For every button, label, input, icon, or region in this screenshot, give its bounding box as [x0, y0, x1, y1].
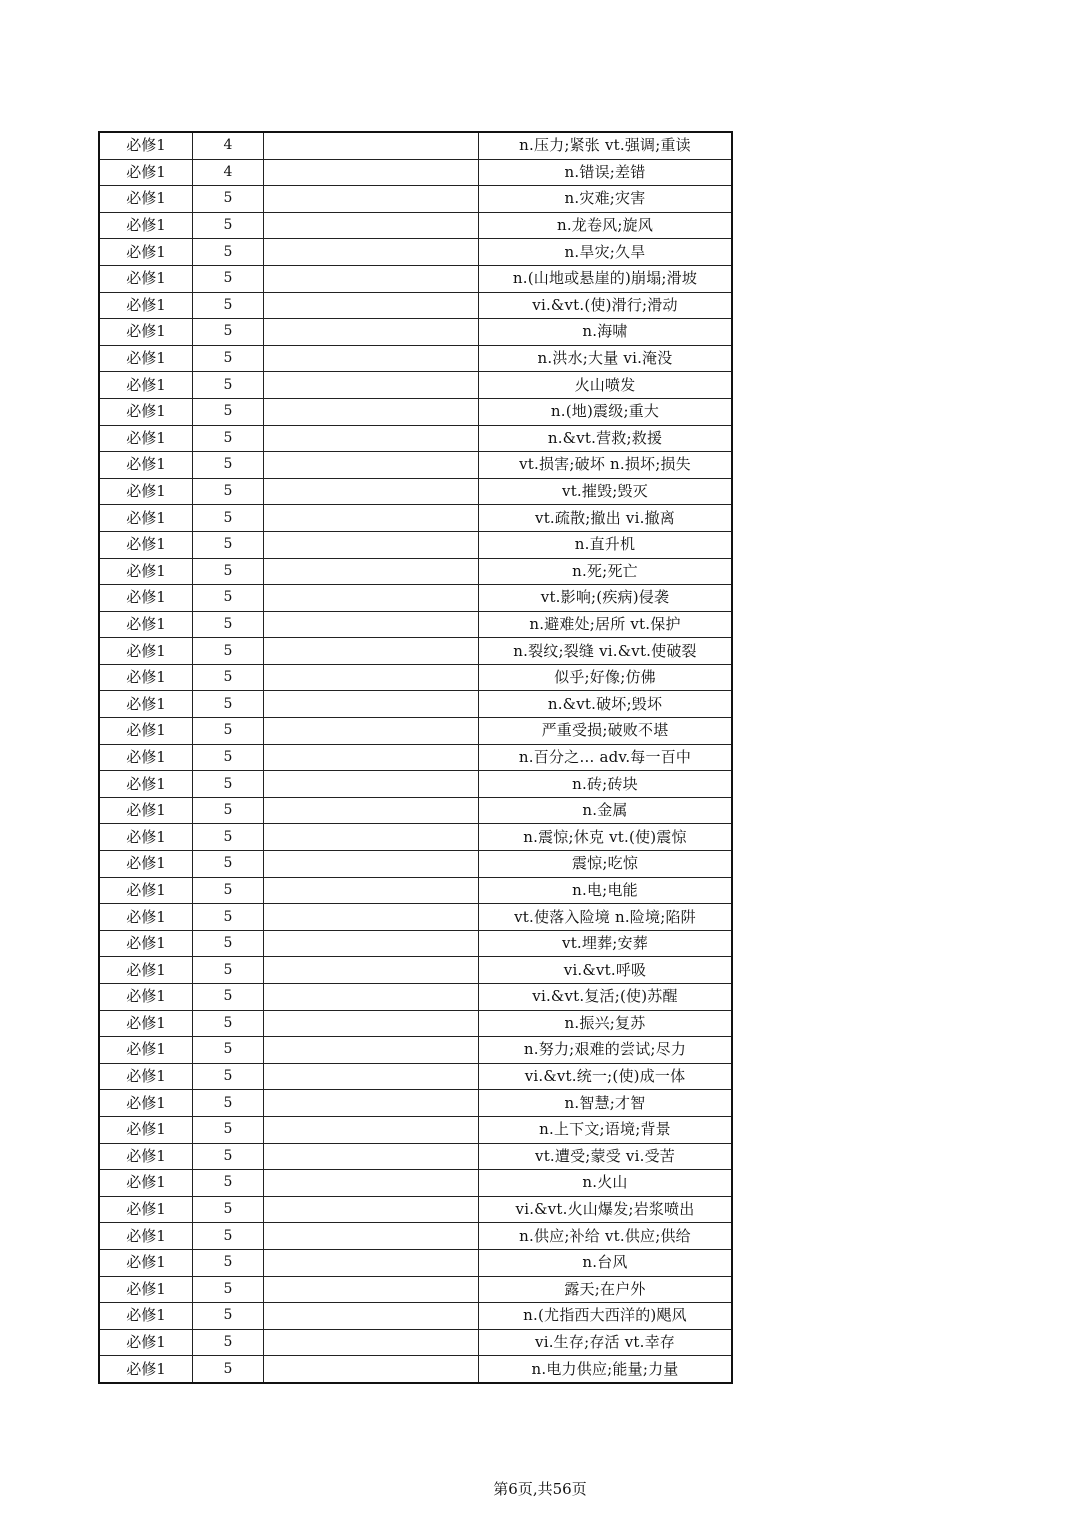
unit-cell: 5	[193, 319, 264, 346]
table-row	[99, 1037, 732, 1064]
word-cell	[264, 718, 479, 745]
table-row	[99, 1143, 732, 1170]
module-cell: 必修1	[99, 372, 193, 399]
table-row	[99, 718, 732, 745]
meaning-cell: 似乎;好像;仿佛	[479, 664, 733, 691]
word-cell	[264, 425, 479, 452]
unit-cell: 5	[193, 1356, 264, 1383]
module-cell: 必修1	[99, 265, 193, 292]
module-cell: 必修1	[99, 1116, 193, 1143]
meaning-cell: n.台风	[479, 1249, 733, 1276]
unit-cell: 5	[193, 345, 264, 372]
table-row	[99, 1090, 732, 1117]
table-row	[99, 664, 732, 691]
module-cell: 必修1	[99, 132, 193, 159]
meaning-cell: n.&vt.破坏;毁坏	[479, 691, 733, 718]
meaning-cell: n.避难处;居所 vt.保护	[479, 611, 733, 638]
meaning-cell: n.努力;艰难的尝试;尽力	[479, 1037, 733, 1064]
meaning-cell: vt.摧毁;毁灭	[479, 478, 733, 505]
table-row	[99, 957, 732, 984]
table-row	[99, 292, 732, 319]
module-cell: 必修1	[99, 904, 193, 931]
word-cell	[264, 292, 479, 319]
module-cell: 必修1	[99, 585, 193, 612]
word-cell	[264, 664, 479, 691]
word-cell	[264, 585, 479, 612]
module-cell: 必修1	[99, 1196, 193, 1223]
table-row	[99, 478, 732, 505]
meaning-cell: n.金属	[479, 797, 733, 824]
table-row	[99, 638, 732, 665]
meaning-cell: n.洪水;大量 vi.淹没	[479, 345, 733, 372]
word-cell	[264, 132, 479, 159]
module-cell: 必修1	[99, 505, 193, 532]
unit-cell: 5	[193, 691, 264, 718]
meaning-cell: vt.损害;破坏 n.损坏;损失	[479, 452, 733, 479]
meaning-cell: n.震惊;休克 vt.(使)震惊	[479, 824, 733, 851]
unit-cell: 5	[193, 425, 264, 452]
vocabulary-table-body	[99, 132, 732, 1383]
table-row	[99, 398, 732, 425]
module-cell: 必修1	[99, 186, 193, 213]
meaning-cell: vt.埋葬;安葬	[479, 930, 733, 957]
unit-cell: 5	[193, 957, 264, 984]
table-row	[99, 531, 732, 558]
meaning-cell: n.&vt.营救;救援	[479, 425, 733, 452]
meaning-cell: vi.&vt.(使)滑行;滑动	[479, 292, 733, 319]
word-cell	[264, 904, 479, 931]
table-row	[99, 1196, 732, 1223]
table-row	[99, 1249, 732, 1276]
unit-cell: 5	[193, 478, 264, 505]
unit-cell: 5	[193, 1010, 264, 1037]
module-cell: 必修1	[99, 1303, 193, 1330]
page-number: 第6页,共56页	[493, 1480, 587, 1498]
meaning-cell: n.海啸	[479, 319, 733, 346]
module-cell: 必修1	[99, 239, 193, 266]
meaning-cell: vt.影响;(疾病)侵袭	[479, 585, 733, 612]
table-row	[99, 611, 732, 638]
table-row	[99, 851, 732, 878]
unit-cell: 5	[193, 611, 264, 638]
module-cell: 必修1	[99, 1037, 193, 1064]
word-cell	[264, 345, 479, 372]
word-cell	[264, 1223, 479, 1250]
meaning-cell: n.智慧;才智	[479, 1090, 733, 1117]
module-cell: 必修1	[99, 1356, 193, 1383]
word-cell	[264, 159, 479, 186]
meaning-cell: 火山喷发	[479, 372, 733, 399]
unit-cell: 5	[193, 372, 264, 399]
unit-cell: 5	[193, 452, 264, 479]
table-row	[99, 691, 732, 718]
meaning-cell: vt.使落入险境 n.险境;陷阱	[479, 904, 733, 931]
table-row	[99, 1170, 732, 1197]
unit-cell: 5	[193, 824, 264, 851]
meaning-cell: n.旱灾;久旱	[479, 239, 733, 266]
module-cell: 必修1	[99, 292, 193, 319]
word-cell	[264, 1196, 479, 1223]
unit-cell: 5	[193, 1090, 264, 1117]
meaning-cell: n.错误;差错	[479, 159, 733, 186]
meaning-cell: n.灾难;灾害	[479, 186, 733, 213]
meaning-cell: n.砖;砖块	[479, 771, 733, 798]
unit-cell: 4	[193, 132, 264, 159]
word-cell	[264, 930, 479, 957]
table-row	[99, 265, 732, 292]
module-cell: 必修1	[99, 638, 193, 665]
unit-cell: 5	[193, 904, 264, 931]
word-cell	[264, 531, 479, 558]
word-cell	[264, 212, 479, 239]
meaning-cell: n.(地)震级;重大	[479, 398, 733, 425]
module-cell: 必修1	[99, 877, 193, 904]
meaning-cell: n.压力;紧张 vt.强调;重读	[479, 132, 733, 159]
word-cell	[264, 452, 479, 479]
table-row	[99, 930, 732, 957]
module-cell: 必修1	[99, 691, 193, 718]
word-cell	[264, 1037, 479, 1064]
word-cell	[264, 1303, 479, 1330]
meaning-cell: n.振兴;复苏	[479, 1010, 733, 1037]
table-row	[99, 904, 732, 931]
module-cell: 必修1	[99, 957, 193, 984]
table-row	[99, 1356, 732, 1383]
word-cell	[264, 398, 479, 425]
word-cell	[264, 877, 479, 904]
module-cell: 必修1	[99, 1329, 193, 1356]
module-cell: 必修1	[99, 425, 193, 452]
module-cell: 必修1	[99, 1170, 193, 1197]
word-cell	[264, 1170, 479, 1197]
word-cell	[264, 638, 479, 665]
table-row	[99, 1303, 732, 1330]
table-row	[99, 1276, 732, 1303]
meaning-cell: n.供应;补给 vt.供应;供给	[479, 1223, 733, 1250]
meaning-cell: n.裂纹;裂缝 vi.&vt.使破裂	[479, 638, 733, 665]
word-cell	[264, 851, 479, 878]
module-cell: 必修1	[99, 345, 193, 372]
table-row	[99, 452, 732, 479]
module-cell: 必修1	[99, 478, 193, 505]
meaning-cell: n.电;电能	[479, 877, 733, 904]
unit-cell: 5	[193, 239, 264, 266]
word-cell	[264, 319, 479, 346]
unit-cell: 5	[193, 1329, 264, 1356]
module-cell: 必修1	[99, 1143, 193, 1170]
meaning-cell: n.直升机	[479, 531, 733, 558]
unit-cell: 5	[193, 771, 264, 798]
table-row	[99, 319, 732, 346]
meaning-cell: 露天;在户外	[479, 1276, 733, 1303]
table-row	[99, 212, 732, 239]
module-cell: 必修1	[99, 558, 193, 585]
meaning-cell: vi.&vt.火山爆发;岩浆喷出	[479, 1196, 733, 1223]
word-cell	[264, 984, 479, 1011]
unit-cell: 5	[193, 585, 264, 612]
table-row	[99, 1223, 732, 1250]
unit-cell: 5	[193, 531, 264, 558]
unit-cell: 5	[193, 1037, 264, 1064]
module-cell: 必修1	[99, 824, 193, 851]
unit-cell: 5	[193, 1143, 264, 1170]
word-cell	[264, 372, 479, 399]
table-row	[99, 345, 732, 372]
module-cell: 必修1	[99, 611, 193, 638]
unit-cell: 5	[193, 718, 264, 745]
vocabulary-table	[98, 131, 733, 1384]
meaning-cell: n.(山地或悬崖的)崩塌;滑坡	[479, 265, 733, 292]
table-row	[99, 877, 732, 904]
word-cell	[264, 186, 479, 213]
meaning-cell: vt.疏散;撤出 vi.撤离	[479, 505, 733, 532]
module-cell: 必修1	[99, 319, 193, 346]
word-cell	[264, 1356, 479, 1383]
meaning-cell: n.龙卷风;旋风	[479, 212, 733, 239]
module-cell: 必修1	[99, 212, 193, 239]
unit-cell: 5	[193, 558, 264, 585]
word-cell	[264, 744, 479, 771]
unit-cell: 5	[193, 877, 264, 904]
word-cell	[264, 1063, 479, 1090]
module-cell: 必修1	[99, 452, 193, 479]
meaning-cell: n.百分之… adv.每一百中	[479, 744, 733, 771]
word-cell	[264, 1116, 479, 1143]
meaning-cell: vi.生存;存活 vt.幸存	[479, 1329, 733, 1356]
table-row	[99, 585, 732, 612]
module-cell: 必修1	[99, 1063, 193, 1090]
table-row	[99, 1010, 732, 1037]
module-cell: 必修1	[99, 159, 193, 186]
module-cell: 必修1	[99, 1223, 193, 1250]
module-cell: 必修1	[99, 1010, 193, 1037]
table-row	[99, 824, 732, 851]
meaning-cell: n.(尤指西大西洋的)飓风	[479, 1303, 733, 1330]
word-cell	[264, 1329, 479, 1356]
word-cell	[264, 558, 479, 585]
word-cell	[264, 691, 479, 718]
meaning-cell: vi.&vt.复活;(使)苏醒	[479, 984, 733, 1011]
meaning-cell: vt.遭受;蒙受 vi.受苦	[479, 1143, 733, 1170]
module-cell: 必修1	[99, 1249, 193, 1276]
unit-cell: 5	[193, 505, 264, 532]
module-cell: 必修1	[99, 851, 193, 878]
table-row	[99, 1116, 732, 1143]
meaning-cell: n.火山	[479, 1170, 733, 1197]
module-cell: 必修1	[99, 797, 193, 824]
module-cell: 必修1	[99, 531, 193, 558]
module-cell: 必修1	[99, 984, 193, 1011]
table-row	[99, 771, 732, 798]
unit-cell: 5	[193, 1249, 264, 1276]
unit-cell: 5	[193, 1196, 264, 1223]
word-cell	[264, 239, 479, 266]
table-row	[99, 984, 732, 1011]
meaning-cell: n.死;死亡	[479, 558, 733, 585]
table-row	[99, 132, 732, 159]
meaning-cell: vi.&vt.呼吸	[479, 957, 733, 984]
unit-cell: 5	[193, 212, 264, 239]
table-row	[99, 372, 732, 399]
module-cell: 必修1	[99, 664, 193, 691]
unit-cell: 5	[193, 265, 264, 292]
table-row	[99, 159, 732, 186]
unit-cell: 5	[193, 1170, 264, 1197]
word-cell	[264, 1010, 479, 1037]
unit-cell: 5	[193, 638, 264, 665]
unit-cell: 5	[193, 1223, 264, 1250]
meaning-cell: n.电力供应;能量;力量	[479, 1356, 733, 1383]
meaning-cell: n.上下文;语境;背景	[479, 1116, 733, 1143]
meaning-cell: vi.&vt.统一;(使)成一体	[479, 1063, 733, 1090]
module-cell: 必修1	[99, 718, 193, 745]
word-cell	[264, 957, 479, 984]
unit-cell: 5	[193, 292, 264, 319]
unit-cell: 4	[193, 159, 264, 186]
word-cell	[264, 1143, 479, 1170]
word-cell	[264, 505, 479, 532]
table-row	[99, 744, 732, 771]
meaning-cell: 震惊;吃惊	[479, 851, 733, 878]
table-row	[99, 239, 732, 266]
table-row	[99, 797, 732, 824]
unit-cell: 5	[193, 797, 264, 824]
table-row	[99, 1329, 732, 1356]
module-cell: 必修1	[99, 930, 193, 957]
unit-cell: 5	[193, 1116, 264, 1143]
unit-cell: 5	[193, 744, 264, 771]
word-cell	[264, 1276, 479, 1303]
module-cell: 必修1	[99, 1276, 193, 1303]
word-cell	[264, 1249, 479, 1276]
unit-cell: 5	[193, 1063, 264, 1090]
unit-cell: 5	[193, 930, 264, 957]
unit-cell: 5	[193, 664, 264, 691]
unit-cell: 5	[193, 1276, 264, 1303]
module-cell: 必修1	[99, 1090, 193, 1117]
module-cell: 必修1	[99, 398, 193, 425]
table-row	[99, 425, 732, 452]
unit-cell: 5	[193, 851, 264, 878]
unit-cell: 5	[193, 398, 264, 425]
unit-cell: 5	[193, 984, 264, 1011]
word-cell	[264, 771, 479, 798]
unit-cell: 5	[193, 1303, 264, 1330]
word-cell	[264, 1090, 479, 1117]
table-row	[99, 558, 732, 585]
word-cell	[264, 478, 479, 505]
word-cell	[264, 797, 479, 824]
table-row	[99, 1063, 732, 1090]
meaning-cell: 严重受损;破败不堪	[479, 718, 733, 745]
table-row	[99, 505, 732, 532]
table-row	[99, 186, 732, 213]
word-cell	[264, 265, 479, 292]
word-cell	[264, 611, 479, 638]
module-cell: 必修1	[99, 744, 193, 771]
module-cell: 必修1	[99, 771, 193, 798]
word-cell	[264, 824, 479, 851]
unit-cell: 5	[193, 186, 264, 213]
